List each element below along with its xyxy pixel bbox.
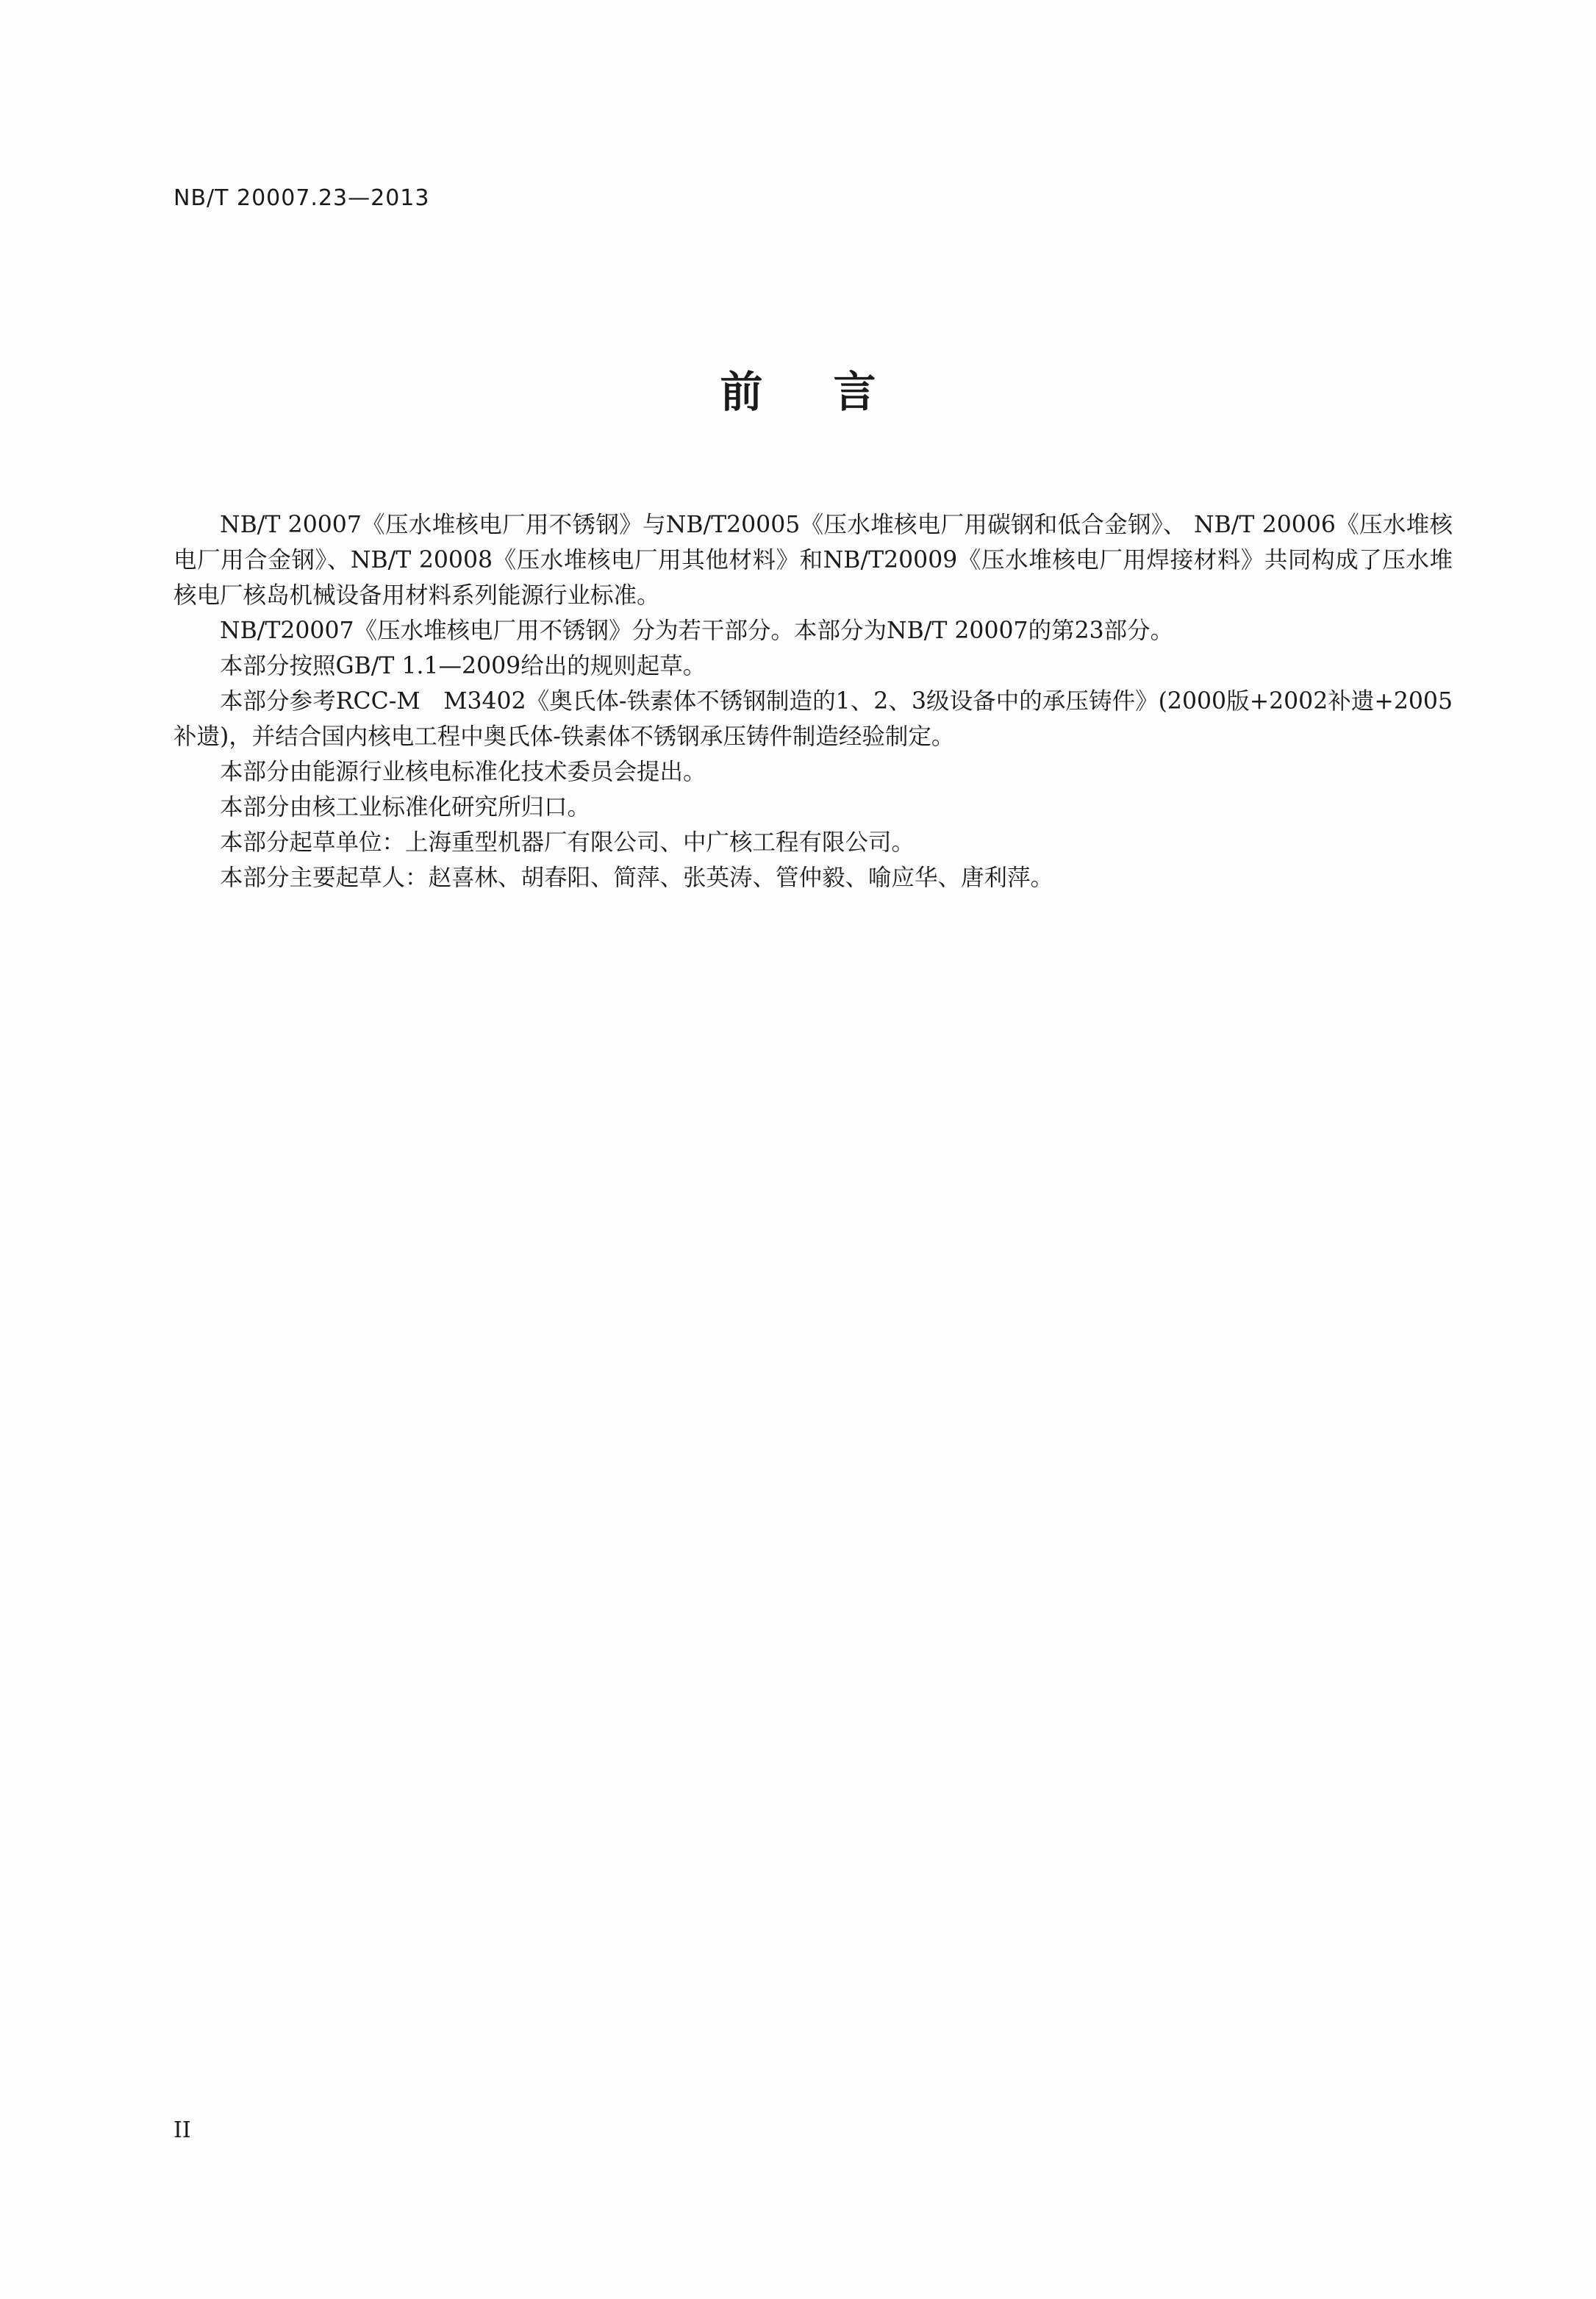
page-title: 前言 <box>720 367 947 417</box>
paragraph-reference-standard: 本部分参考RCC-M M3402《奥氏体-铁素体不锈钢制造的1、2、3级设备中的承压铸件》(2000版+2002补遗+2005补遗)，并结合国内核电工程中奥氏体-铁素体不锈钢承压铸件制造经验制定。 <box>173 688 1453 750</box>
page-number: II <box>173 2117 191 2143</box>
paragraph-responsible-unit: 本部分由核工业标准化研究所归口。 <box>220 794 591 820</box>
paragraph-main-drafters: 本部分主要起草人：赵喜林、胡春阳、简萍、张英涛、管仲毅、喻应华、唐利萍。 <box>220 865 1054 891</box>
paragraph-proposer: 本部分由能源行业核电标准化技术委员会提出。 <box>220 759 706 785</box>
paragraph-drafting-units: 本部分起草单位：上海重型机器厂有限公司、中广核工程有限公司。 <box>220 829 915 856</box>
foreword-body <box>173 507 1453 895</box>
paragraph-part-scope: NB/T20007《压水堆核电厂用不锈钢》分为若干部分。本部分为NB/T 20007的第23部分。 <box>220 618 1174 644</box>
paragraph-drafting-rules: 本部分按照GB/T 1.1—2009给出的规则起草。 <box>220 653 706 679</box>
paragraph-series-overview: NB/T 20007《压水堆核电厂用不锈钢》与NB/T20005《压水堆核电厂用碳钢和低合金钢》、 NB/T 20006《压水堆核电厂用合金钢》、NB/T 20008《压水堆核电厂用其他材料》和NB/T20009《压水堆核电厂用焊接材料》共同构成了压水堆核电厂核岛机械设备用材料系列能源行业标准。 <box>173 512 1453 609</box>
standard-code-header: NB/T 20007.23—2013 <box>173 185 430 211</box>
